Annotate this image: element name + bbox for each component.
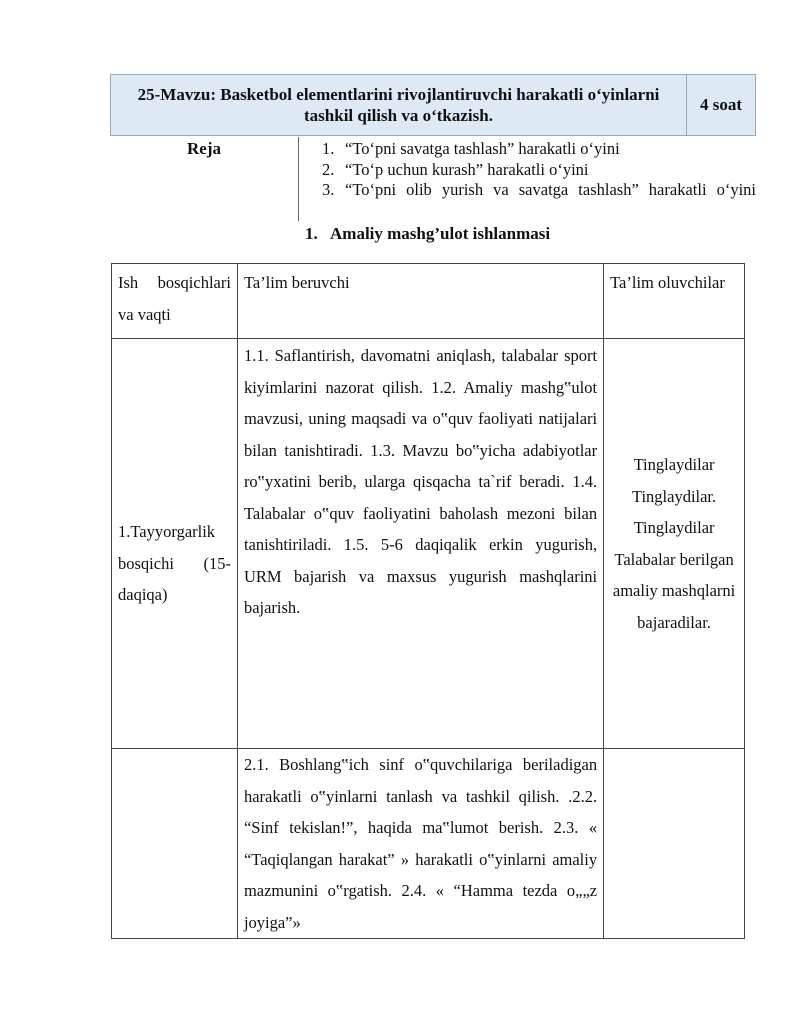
students-line: Talabalar berilgan amaliy mashqlarni bajaradilar.	[612, 549, 736, 632]
students-line: Tinglaydilar	[633, 518, 715, 537]
stage-cell	[112, 749, 238, 939]
students-line: Tinglaydilar	[633, 455, 715, 474]
topic-hours: 4 soat	[687, 75, 756, 136]
topic-title: 25-Mavzu: Basketbol elementlarini rivojlantiruvchi harakatli o‘yinlarni tashkil qilish va o‘tkazish.	[111, 75, 687, 136]
table-row	[112, 749, 745, 939]
section-heading	[305, 224, 550, 244]
plan-item	[322, 180, 756, 201]
teacher-text: 1.1. Saflantirish, davomatni aniqlash, talabalar sport kiyimlarini nazorat qilish. 1.2. Amaliy mashg‟ulot mavzusi, uning maqsadi va o‟quv faoliyati natijalari bilan tanishtiradi. 1.3. Mavzu bo‟yicha adabiyotlar ro‟yxatini berib, ularga qisqacha ta`rif beradi. 1.4. Talabalar o‟quv faoliyatini baholash mezoni bilan tanishtiriladi. 1.5. 5-6 daqiqalik erkin yugurish, URM bajarish va maxsus yugurish mashqlarini bajarish.	[243, 346, 598, 617]
header-teacher: Ta’lim beruvchi	[237, 264, 603, 339]
table-row	[112, 339, 745, 749]
lesson-table	[111, 263, 745, 939]
plan-item-text: “To‘pni olib yurish va savatga tashlash” harakatli o‘yini	[345, 180, 756, 199]
table-header-row	[112, 264, 745, 339]
students-line: Tinglaydilar.	[631, 486, 717, 506]
header-stage: Ish bosqichlari va vaqti	[112, 264, 238, 339]
plan-item-text: “To‘p uchun kurash” harakatli o‘yini	[345, 159, 589, 179]
plan-item	[322, 160, 756, 181]
plan-item-text: “To‘pni savatga tashlash” harakatli o‘yini	[345, 139, 620, 158]
plan-divider	[298, 137, 299, 221]
plan-item	[322, 139, 756, 160]
plan-label: Reja	[187, 139, 221, 158]
section-number: 1.	[305, 224, 318, 243]
teacher-text: 2.1. Boshlang‟ich sinf o‟quvchilariga beriladigan harakatli o‟yinlarni tanlash va tashkil qilish. .2.2. “Sinf tekislan!”, haqida ma‟lumot berish. 2.3. « “Taqiqlangan harakat” » harakatli o‟yinlarni amaliy mazmunini o‟rgatish. 2.4. « “Hamma tezda o„„z joyiga”»	[243, 755, 598, 932]
plan-item-number: 2.	[322, 159, 335, 179]
teacher-cell	[237, 339, 603, 749]
plan-list	[322, 139, 756, 201]
plan-item-number: 3.	[322, 180, 335, 199]
students-cell	[604, 339, 745, 749]
topic-header-table	[110, 74, 756, 136]
students-cell	[604, 749, 745, 939]
plan-block	[110, 137, 756, 221]
section-title: Amaliy mashg’ulot ishlanmasi	[330, 224, 551, 243]
header-students: Ta’lim oluvchilar	[604, 264, 745, 339]
stage-cell	[112, 339, 238, 749]
plan-item-number: 1.	[322, 139, 335, 158]
teacher-cell	[237, 749, 603, 939]
stage-text: 1.Tayyorgarlik bosqichi (15-daqiqa)	[118, 522, 231, 605]
